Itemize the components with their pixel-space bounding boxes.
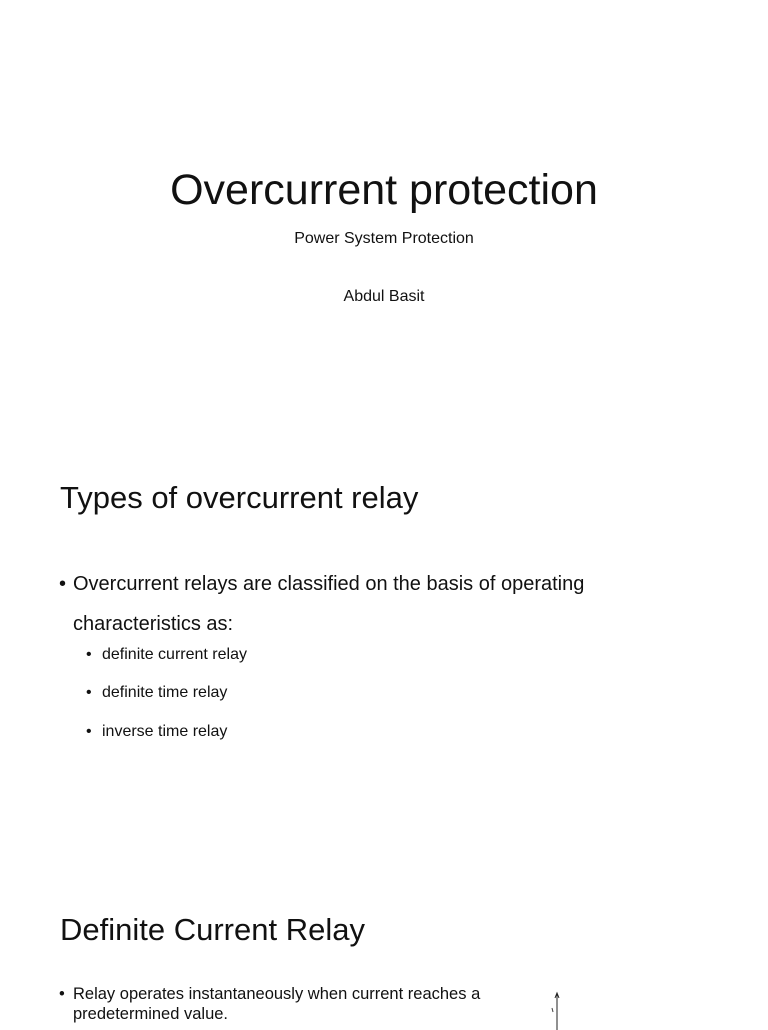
bullet-icon: •	[86, 723, 92, 740]
slide-heading: Types of overcurrent relay	[60, 480, 419, 515]
slide-heading: Definite Current Relay	[60, 912, 365, 947]
bullet-classification	[59, 564, 585, 644]
author-name: Abdul Basit	[343, 288, 425, 305]
bullet-icon: •	[59, 985, 65, 1003]
title-slide	[0, 0, 768, 432]
bullet-icon: •	[86, 646, 92, 663]
slide-subtitle: Power System Protection	[294, 230, 474, 247]
bullet-text-line2: characteristics as:	[73, 613, 234, 635]
types-slide	[0, 432, 768, 864]
bullet-icon: •	[86, 684, 92, 701]
slide-title: Overcurrent protection	[170, 166, 598, 214]
sub-bullet-definite-time	[86, 684, 228, 702]
sub-bullet-definite-current	[86, 646, 247, 664]
sub-bullet-text: definite time relay	[102, 684, 228, 701]
bullet-text-line1: Overcurrent relays are classified on the basis of operating	[73, 573, 585, 595]
sub-bullet-inverse-time	[86, 723, 228, 741]
axis-arrow-icon	[548, 990, 562, 1030]
bullet-text-line1: Relay operates instantaneously when current reaches a	[73, 985, 481, 1003]
bullet-text-line2: predetermined value.	[73, 1005, 229, 1023]
bullet-icon: •	[59, 573, 67, 595]
sub-bullet-text: definite current relay	[102, 646, 247, 663]
sub-bullet-text: inverse time relay	[102, 723, 228, 740]
bullet-operation	[59, 984, 481, 1024]
definite-current-slide	[0, 864, 768, 1024]
